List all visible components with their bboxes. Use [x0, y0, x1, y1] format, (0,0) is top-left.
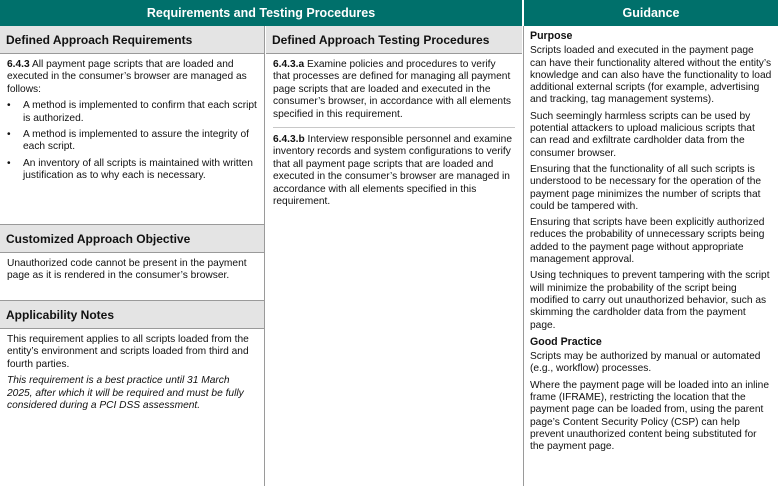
- testing-procedure-b: [273, 134, 515, 208]
- defined-approach-requirements-heading: Defined Approach Requirements: [0, 26, 264, 54]
- purpose-paragraph: Ensuring that scripts have been explicitly authorized reduces the probability of unnecessary scripts being added to the payment page without appropriate management approval.: [530, 217, 765, 266]
- good-practice-paragraph: Where the payment page will be loaded into an inline frame (IFRAME), restricting the location that the payment page can be loaded from, using the parent page’s Content Security Policy (CSP) can help prevent unauthorized content being substituted for the payment page.: [530, 379, 769, 453]
- applicability-notes-text: This requirement applies to all scripts loaded from the entity’s environment and scripts loaded from third and fourth parties.: [7, 334, 249, 370]
- procedure-b-text: Interview responsible personnel and examine inventory records and system configurations to verify that all payment page scripts that are loaded and executed in the consumer’s browser are managed in accordance with all elements specified in this requirement.: [273, 134, 512, 208]
- applicability-notes-section: [0, 300, 264, 416]
- requirement-text: [7, 59, 257, 96]
- good-practice-heading: Good Practice: [530, 335, 602, 348]
- purpose-heading: Purpose: [530, 30, 573, 42]
- guidance-header: Guidance: [524, 0, 778, 26]
- customized-approach-section: [0, 224, 264, 287]
- testing-procedure-a: [273, 59, 515, 121]
- procedure-a-id: 6.4.3.a: [273, 59, 305, 70]
- purpose-paragraph: Ensuring that the functionality of all such scripts is understood to be necessary for the operation of the payment page minimizes the number of scripts that could be tampered with.: [530, 163, 762, 212]
- requirement-bullet-list: [7, 100, 257, 182]
- purpose-paragraph: Using techniques to prevent tampering with the script will minimize the probability of the script being modified to carry out unauthorized behavior, such as skimming the cardholder data from the payment page.: [530, 270, 770, 331]
- applicability-notes-heading: Applicability Notes: [0, 301, 264, 329]
- procedure-divider: [273, 127, 515, 128]
- applicability-notes-best-practice: This requirement is a best practice until 31 March 2025, after which it will be required and must be fully considered during a PCI DSS assessment.: [7, 375, 244, 412]
- purpose-paragraph: Scripts loaded and executed in the payment page can have their functionality altered without the entity’s knowledge and can also have the functionality to load additional external scripts (for example, advertising and tracking, tag management systems).: [530, 45, 772, 106]
- requirement-bullet: • An inventory of all scripts is maintained with written justification as to why each is necessary.: [21, 158, 257, 183]
- requirement-bullet: • A method is implemented to assure the integrity of each script.: [21, 129, 257, 154]
- testing-procedures-column: [266, 26, 522, 486]
- good-practice-paragraph: Scripts may be authorized by manual or automated (e.g., workflow) processes.: [530, 351, 761, 375]
- purpose-paragraph: Such seemingly harmless scripts can be used by potential attackers to upload malicious scripts that can read and exfiltrate cardholder data from the consumer browser.: [530, 110, 755, 159]
- requirement-id: 6.4.3: [7, 59, 30, 70]
- customized-approach-heading: Customized Approach Objective: [0, 225, 264, 253]
- requirements-header: Requirements and Testing Procedures: [0, 0, 522, 26]
- guidance-column: [523, 26, 778, 486]
- procedure-a-text: Examine policies and procedures to verify that processes are defined for managing all payment page scripts that are loaded and executed in the consumer’s browser, in accordance with all elements specified in this requirement.: [273, 59, 512, 120]
- customized-approach-text: Unauthorized code cannot be present in the payment page as it is rendered in the consumer’s browser.: [7, 258, 247, 282]
- requirement-bullet: • A method is implemented to confirm that each script is authorized.: [21, 100, 257, 125]
- requirement-description: All payment page scripts that are loaded and executed in the consumer’s browser are managed as follows:: [7, 59, 247, 95]
- procedure-b-id: 6.4.3.b: [273, 134, 305, 146]
- testing-procedures-heading: Defined Approach Testing Procedures: [266, 26, 522, 54]
- requirement-body: [0, 54, 264, 183]
- requirements-column: [0, 26, 265, 486]
